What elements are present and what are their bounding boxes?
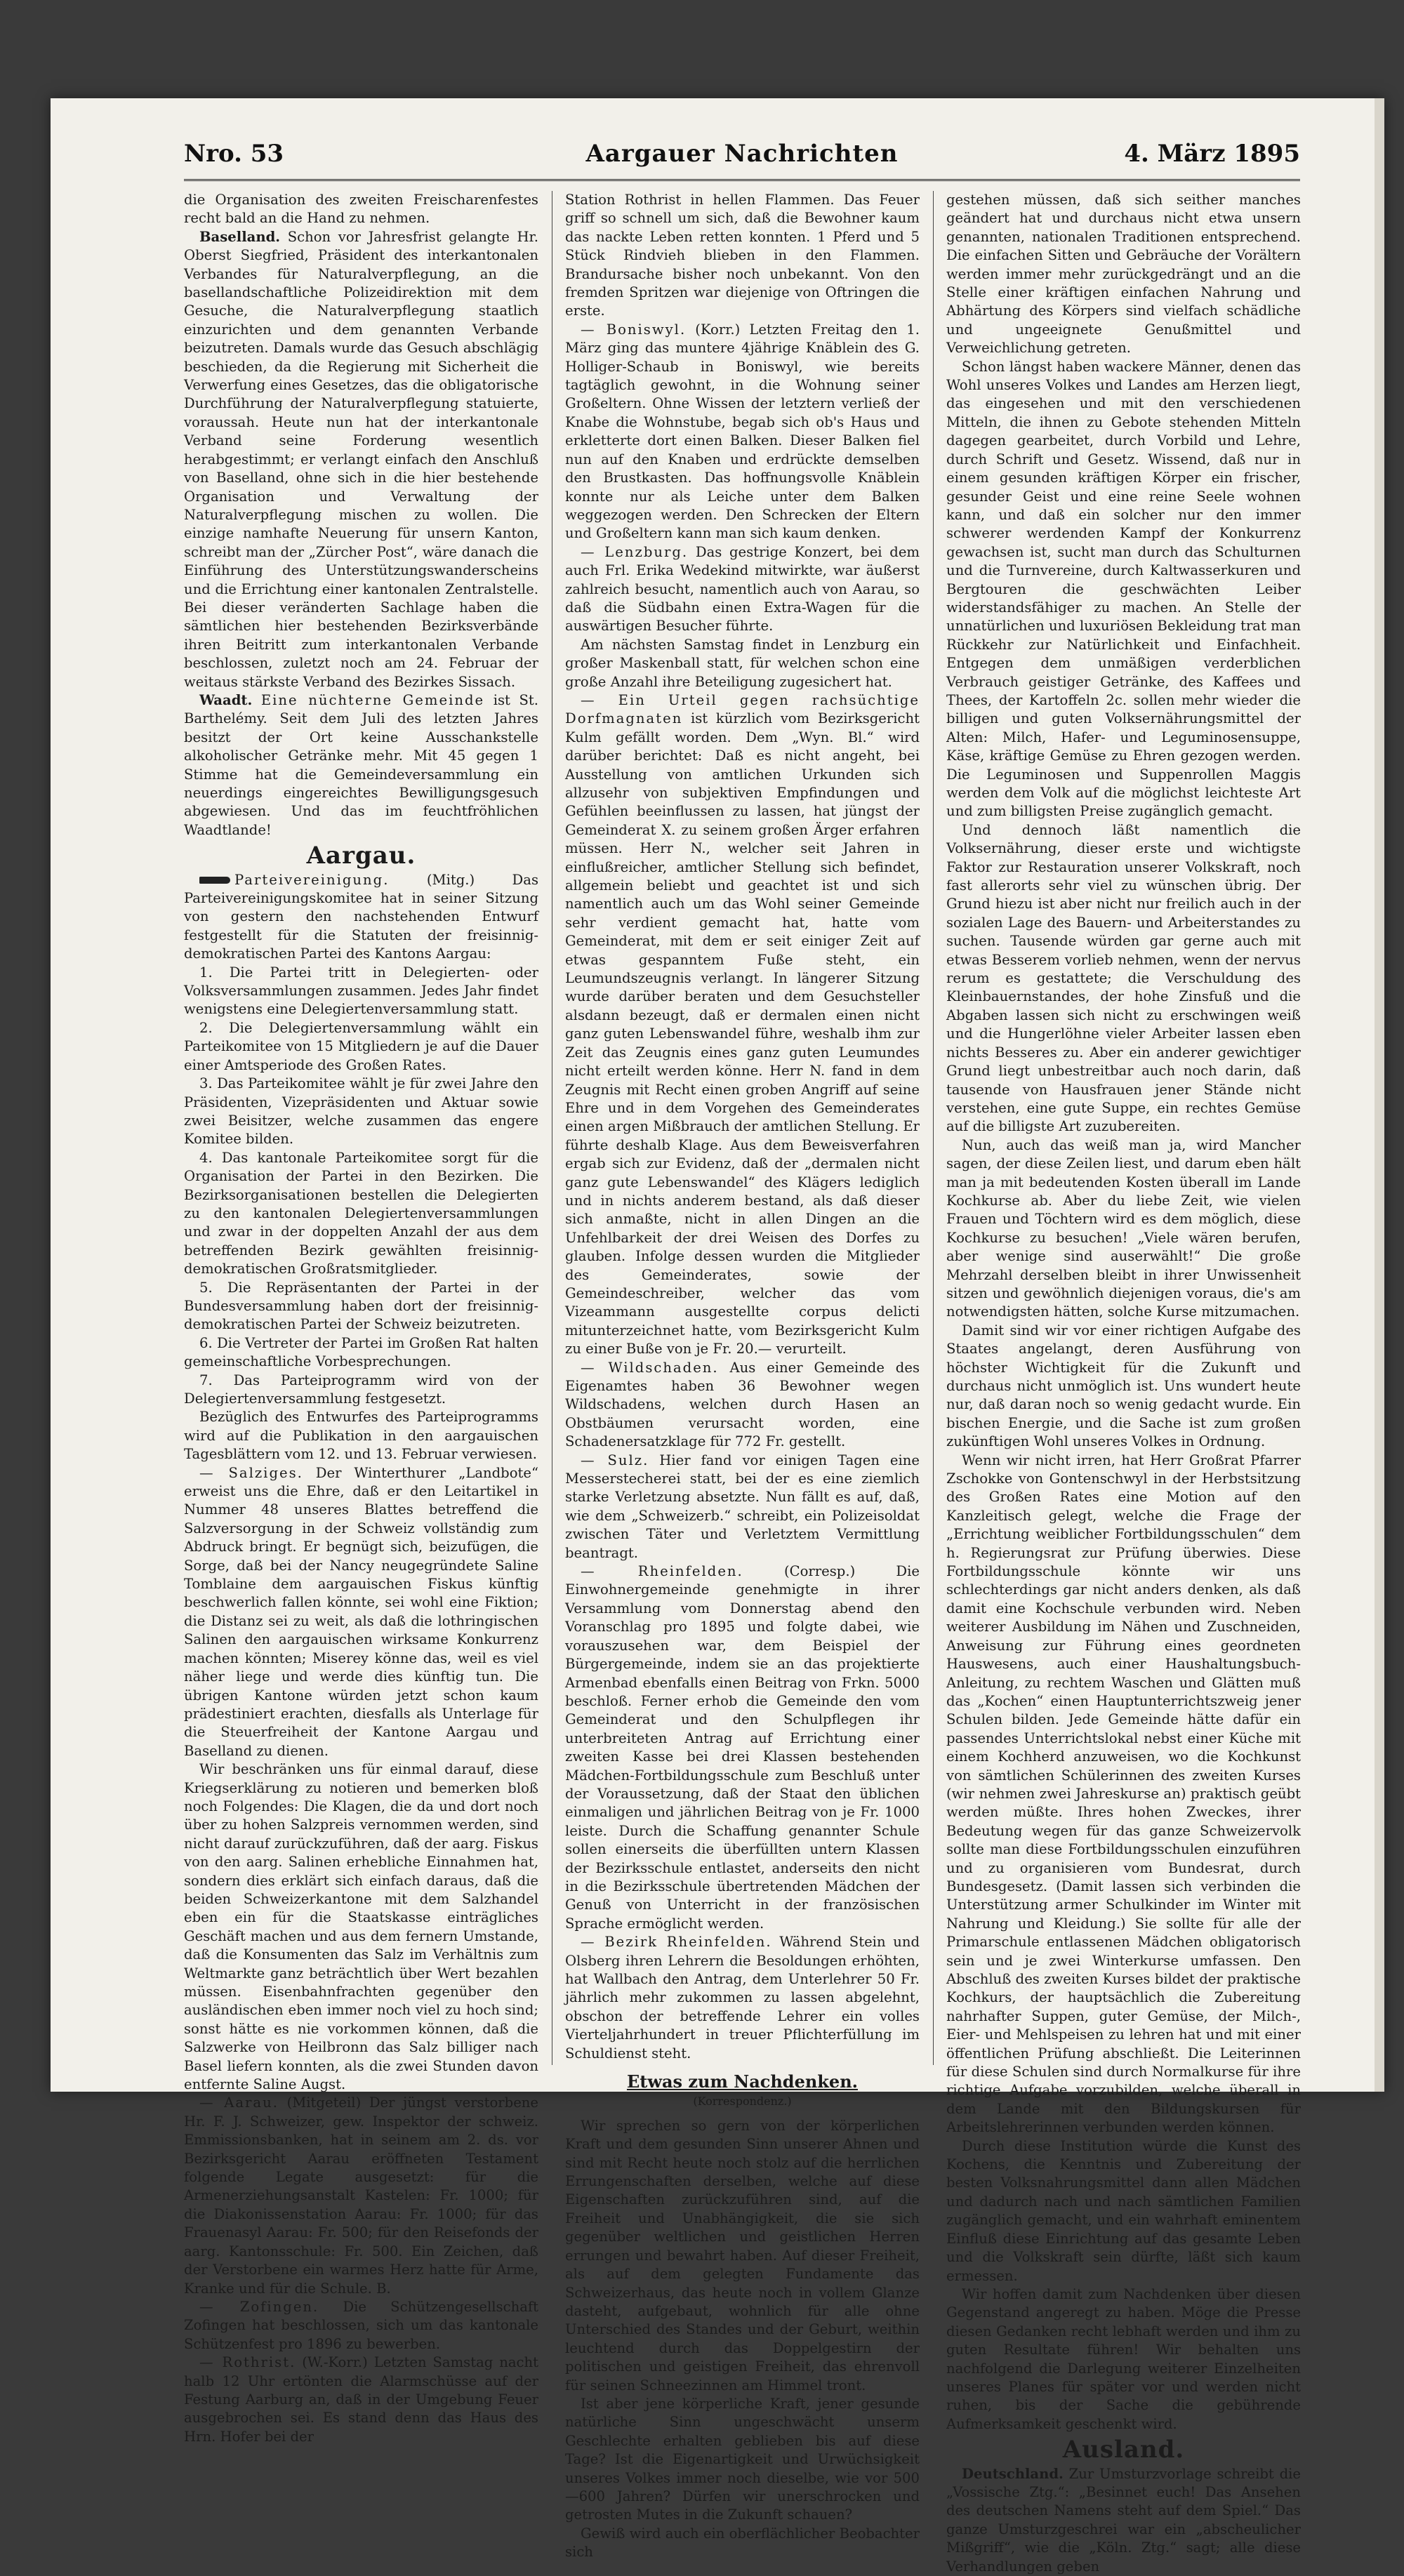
- paragraph-wildschaden: [565, 1359, 920, 1452]
- issue-date: 4. März 1895: [1124, 140, 1300, 168]
- paragraph: Station Rothrist in hellen Flammen. Das Feuer griff so schnell um sich, daß die Bewohner kaum das nackte Leben retten konnten. 1 Pferd und 5 Stück Rindvieh blieben in den Flammen. Brandursache bisher noch unbekannt. Von den fremden Spritzen war diejenige von Oftringen die erste.: [565, 192, 920, 319]
- paragraph: gestehen müssen, daß sich seither manches geändert hat und durchaus nicht etwa unsern genannten, nationalen Traditionen entsprechend. Die einfachen Sitten und Gebräuche der Vorältern werden immer mehr zurückgedrängt und an die Stelle einer kräftigen einfachen Nahrung und Abhärtung des Körpers sind vielfach schädliche und ungeeignete Genußmittel und Verweichlichung getreten.: [946, 192, 1301, 357]
- signature: B.: [376, 2280, 391, 2297]
- spaced-lead: — Sulz.: [581, 1452, 649, 1468]
- article-heading-nachdenken: Etwas zum Nachdenken.: [626, 2071, 859, 2092]
- spaced-lead: — Bezirk Rheinfelden.: [581, 1934, 772, 1951]
- paragraph-text: (W.-Korr.) Letzten Samstag nacht halb 12 Uhr ertönten die Alarmschüsse auf der Festung Aarburg an, daß in der Umgebung Feuer ausgebrochen sei. Es stand denn das Haus des Hrn. Hofer bei der: [184, 2354, 538, 2445]
- statute-item: 5. Die Repräsentanten der Partei in der Bundesversammlung haben dort der freisinnig-demokratischen Partei der Schweiz beizutreten.: [184, 1279, 538, 1333]
- spaced-lead: Parteivereinigung.: [234, 871, 390, 888]
- paragraph-lenzburg: [565, 543, 920, 636]
- paragraph-text: Schon vor Jahresfrist gelangte Hr. Oberst Siegfried, Präsident des interkantonalen Verbandes für Naturalverpflegung, an die basellandschaftliche Polizeidirektion mit dem Gesuche, die Naturalverpflegung staatlich einzurichten und dem genannten Verbande beizutreten. Damals wurde das Gesuch abschlägig beschieden, da die Regierung mit Sicherheit die Verwerfung eines Gesetzes, das die obligatorische Durchführung der Naturalverpflegung statuierte, voraussah. Heute nun hat der interkantonale Verband seine Forderung wesentlich herabgestimmt; er verlangt einfach den Anschluß von Baselland, ohne sich in die hier bestehende Organisation und Verwaltung der Naturalverpflegung mischen zu wollen. Die einzige namhafte Neuerung für unsern Kanton, schreibt man der „Zürcher Post“, wäre danach die Einführung des Unterstützungswanderscheins und die Errichtung einer kantonalen Zentralstelle. Bei dieser veränderten Sachlage haben die sämtlichen hier bestehenden Bezirksverbände ihren Beitritt zum interkantonalen Verbande beschlossen, zuletzt noch am 24. Februar der weitaus stärkste Verband des Bezirkes Sissach.: [184, 228, 539, 690]
- paragraph-baselland: [184, 228, 538, 691]
- paragraph: Wenn wir nicht irren, hat Herr Großrat Pfarrer Zschokke von Gontenschwyl in der Herbstsitzung des Großen Rates eine Motion auf den Kanzleitisch gelegt, welche die Frage der „Errichtung weiblicher Fortbildungsschulen“ dem h. Regierungsrat zur Prüfung überwies. Diese Fortbildungsschule könnte wir uns schlechterdings gar nicht anders denken, als daß damit eine Kochschule verbunden wird. Neben weiterer Ausbildung im Nähen und Zuschneiden, Anweisung zur Führung eines geordneten Hauswesens, auch einer Haushaltungsbuch-Anleitung, zu rechtem Waschen und Glätten muß das „Kochen“ einen Hauptunterrichtszweig jener Schulen bilden. Jede Gemeinde hätte dafür ein passendes Unterrichtslokal nebst einer Küche mit einem Kochherd anzuweisen, wo die Kochkunst von sämtlichen Schülerinnen des zweiten Kurses (wir nehmen zwei Jahreskurse an) praktisch geübt werden müßte. Ihres hohen Zweckes, ihrer Bedeutung wegen für das ganze Schweizervolk sollte man diese Fortbildungsschulen einzuführen und zu organisieren vom Bundesrat, durch Bundesgesetz. (Damit lassen sich verbinden die Unterstützung armer Schulkinder im Winter mit Nahrung und Kleidung.) Sie sollte für alle der Primarschule entlassenen Mädchen obligatorisch sein und je zwei Winterkurse umfassen. Den Abschluß des zweiten Kurses bildet der praktische Kochkurs, der hauptsächlich die Zubereitung nahrhafter Suppen, guter Gemüse, der Milch-, Eier- und Mehlspeisen zu lehren hat und mit einer öffentlichen Prüfung abschließt. Die Leiterinnen für diese Schulen sind durch Normalkurse für ihre richtige Aufgabe vorzubilden, welche überall in dem Lande mit den Bildungskursen für Arbeitslehrerinnen verbunden werden können.: [946, 1452, 1301, 2136]
- statute-item: 1. Die Partei tritt in Delegierten- oder Volksversammlungen zusammen. Jedes Jahr findet wenigstens eine Delegiertenversammlung statt.: [184, 964, 538, 1018]
- paragraph: Wir hoffen damit zum Nachdenken über diesen Gegenstand angeregt zu haben. Möge die Presse diesen Gedanken recht lebhaft werden und ihm zu guten Resultate führen! Wir behalten uns nachfolgend die Darlegung weiterer Einzelheiten unseres Planes für später vor und werden nicht ruhen, bis der Sache die gebührende Aufmerksamkeit geschenkt wird.: [946, 2285, 1301, 2432]
- spaced-lead: — Salziges.: [199, 1464, 303, 1481]
- paragraph-salziges: [184, 1464, 538, 1761]
- paragraph: Nun, auch das weiß man ja, wird Mancher sagen, der diese Zeilen liest, und darum eben hält man ja mit bedeutenden Kosten überall im Lande Kochkurse ab. Aber du liebe Zeit, wie vielen Frauen und Töchtern wird es dem möglich, diese Kochkurse zu besuchen! „Viele wären berufen, aber wenige sind auserwählt!“ Die große Mehrzahl derselben bleibt in ihrer Unwissenheit sitzen und gewöhnlich diejenigen voraus, die's am notwendigsten hätten, solche Kurse mitzumachen.: [946, 1136, 1301, 1320]
- statute-item: 3. Das Parteikomitee wählt je für zwei Jahre den Präsidenten, Vizepräsidenten und Aktuar sowie zwei Beisitzer, welche zusammen das engere Komitee bilden.: [184, 1075, 538, 1148]
- paragraph: Ist aber jene körperliche Kraft, jener gesunde natürliche Sinn ungeschwächt unserm Geschlechte erhalten geblieben bis auf diese Tage? Ist die Eigenartigkeit und Urwüchsigkeit unseres Volkes immer noch dieselbe, wie vor 500—600 Jahren? Dürfen wir unerschrocken und getrosten Mutes in die Zukunft schauen?: [565, 2395, 920, 2523]
- paragraph-text: Die Schützengesellschaft Zofingen hat beschlossen, sich um das kantonale Schützenfest pro 1896 zu bewerben.: [184, 2298, 539, 2352]
- paragraph: Durch diese Institution würde die Kunst des Kochens, die Kenntnis und Zubereitung der besten Volksnahrungsmittel dann allen Mädchen und dadurch nach und nach sämtlichen Familien zugänglich gemacht, und ein wahrhaft eminentem Einfluß diese Einrichtung auf das gesamte Leben und die Volkskraft sein dürfte, läßt sich kaum ermessen.: [946, 2137, 1301, 2284]
- paragraph: die Organisation des zweiten Freischarenfestes recht bald an die Hand zu nehmen.: [184, 192, 538, 227]
- paragraph-bezirk-rheinfelden: [565, 1933, 920, 2063]
- pointing-hand-icon: [199, 877, 230, 884]
- region-keyword: Waadt.: [199, 691, 253, 708]
- spaced-lead: — Boniswyl.: [581, 321, 687, 338]
- paragraph: Wir beschränken uns für einmal darauf, diese Kriegserklärung zu notieren und bemerken bloß noch Folgendes: Die Klagen, die da und dort noch über zu hohen Salzpreis vernommen werden, sind nicht darauf zurückzuführen, daß der aarg. Fiskus von den aarg. Salinen erhebliche Einnahmen hat, sondern dies erklärt sich einfach daraus, daß die beiden Schweizerkantone mit dem Salzhandel eben ein für die Staatskasse einträgliches Geschäft machen und aus dem fernern Umstande, daß die Konsumenten das Salz im Verhältnis zum Weltmarkte ganz beträchtlich über Wert bezahlen müssen. Eisenbahnfrachten gegenüber den ausländischen eben immer noch viel zu hoch sind; sonst hätte es nie vorkommen können, daß die Salzwerke von Heilbronn das Salz billiger nach Basel liefern konnten, als die zwei Stunden davon entfernte Saline Augst.: [184, 1761, 538, 2093]
- page-edge: [1375, 98, 1384, 2092]
- spaced-lead: — Aarau.: [199, 2094, 279, 2111]
- paragraph-text: (Corresp.) Die Einwohnergemeinde genehmigte in ihrer Versammlung vom Donnerstag abend den Voranschlag pro 1895 und folgte dabei, wie vorauszusehen war, dem Beispiel der Bürgergemeinde, indem sie an das projektierte Armenbad ebenfalls einen Beitrag von Frkn. 5000 beschloß. Ferner erhob die Gemeinde den vom Gemeinderat und den Schulpflegen ihr unterbreiteten Antrag auf Errichtung einer zweiten Kasse bei drei Klassen bestehenden Mädchen-Fortbildungsschule zum Beschluß unter der Voraussetzung, daß der Staat den üblichen einmaligen und jährlichen Beitrag von je Fr. 1000 leiste. Durch die Schaffung genannter Schule sollen einerseits die überfüllten untern Klassen der Bezirksschule entlastet, anderseits den nicht in die Bezirksschule übertretenden Mädchen der Genuß von Unterricht in der französischen Sprache ermöglicht werden.: [565, 1563, 920, 1932]
- paragraph: Wir sprechen so gern von der körperlichen Kraft und dem gesunden Sinn unserer Ahnen und sind mit Recht heute noch stolz auf die herrlichen Errungenschaften derselben, welche auf diese Eigenschaften zurückzuführen sind, auf die Freiheit und Unabhängigkeit, die sie sich gegenüber weltlichen und geistlichen Herren errungen und bewahrt haben. Auf dieser Freiheit, als auf dem gelegten Fundamente das Schweizerhaus, das heute noch in vollem Glanze dasteht, aufgebaut, wohnlich für alle ohne Unterschied des Standes und der Geburt, weithin leuchtend durch das Doppelgestirn der politischen und geistigen Freiheit, das ehrenvoll für seinen Schneezinnen am Himmel tront.: [565, 2117, 920, 2394]
- statute-item: 6. Die Vertreter der Partei im Großen Rat halten gemeinschaftliche Vorbesprechungen.: [184, 1334, 538, 1370]
- column-1: [184, 191, 539, 2445]
- paragraph-rheinfelden: [565, 1562, 920, 1933]
- statute-item: 4. Das kantonale Parteikomitee sorgt für die Organisation der Partei in den Bezirken. Die Bezirksorganisationen bestellen die Delegierten zu den kantonalen Delegiertenversammlungen und zwar in der doppelten Anzahl der aus dem betreffenden Bezirk gewählten freisinnig-demokratischen Großratsmitglieder.: [184, 1149, 538, 1277]
- spaced-lead: — Ein Urteil gegen rachsüchtige Dorfmagnaten: [565, 691, 920, 727]
- paragraph: Gewiß wird auch ein oberflächlicher Beobachter sich: [565, 2525, 920, 2561]
- paragraph-text: Das gestrige Konzert, bei dem auch Frl. Erika Wedekind mitwirkte, war äußerst zahlreich besucht, namentlich auch von Aarau, so daß die Südbahn einen Extra-Wagen für die auswärtigen Besucher führte.: [565, 543, 920, 635]
- paragraph-zofingen: [184, 2298, 538, 2353]
- paragraph-urteil: [565, 691, 920, 1359]
- section-heading-ausland: Ausland.: [1062, 2436, 1185, 2464]
- paragraph-aarau: [184, 2094, 538, 2297]
- paragraph: Bezüglich des Entwurfes des Parteiprogramms wird auf die Publikation in den aargauischen Tagesblättern vom 12. und 13. Februar verwiesen.: [184, 1409, 538, 1463]
- column-2: [565, 191, 920, 2561]
- newspaper-title: Aargauer Nachrichten: [585, 140, 899, 168]
- paragraph-text: Aus einer Gemeinde des Eigenamtes haben 36 Bewohner wegen Wildschadens, welchen durch Hasen an Obstbäumen verursacht worden, eine Schadenersatzklage für 772 Fr. gestellt.: [565, 1359, 920, 1450]
- spaced-lead: — Rheinfelden.: [581, 1563, 743, 1580]
- paragraph-text: (Mitgeteil) Der jüngst verstorbene Hr. F. J. Schweizer, gew. Inspektor der schweiz. Emmissionsbanken, hat in seinem am 2. ds. vor Bezirksgericht Aarau eröffneten Testament folgende Legate ausgesetzt: für die Armenerziehungsanstalt Kastelen: Fr. 1000; für die Diakonissenstation Aarau: Fr. 1000; für das Frauenasyl Aarau: Fr. 500; für den Reisefonds der aarg. Kantonsschule: Fr. 500. Ein Zeichen, daß der Verstorbene ein warmes Herz hatte für Arme, Kranke und für die Schule.: [184, 2094, 538, 2297]
- statute-item: 2. Die Delegiertenversammlung wählt ein Parteikomitee von 15 Mitgliedern je auf die Dauer einer Amtsperiode des Großen Rates.: [184, 1019, 538, 1073]
- paragraph: Und dennoch läßt namentlich die Volksernährung, dieser erste und wichtigste Faktor zur Restauration unserer Volkskraft, noch fast allerorts sehr viel zu wünschen übrig. Der Grund hiezu ist aber nicht nur freilich auch in der sozialen Lage des Bauern- und Arbeiterstandes zu suchen. Tausende würden gar gerne auch mit etwas Besserem vorlieb nehmen, wenn der nervus rerum es gestattete; die Verschuldung des Kleinbauernstandes, der hohe Zinsfuß und die Abgaben lassen sich nicht zu erschwingen weiß und die Hungerlöhne vieler Arbeiter lassen eben nichts Besseres zu. Aber ein anderer gewichtiger Grund liegt unbestreitbar auch noch darin, daß tausende von Hausfrauen jener Stände nicht verstehen, eine gute Suppe, ein rechtes Gemüse auf die billigste Art zuzubereiten.: [946, 821, 1301, 1135]
- paragraph: Damit sind wir vor einer richtigen Aufgabe des Staates angelangt, deren Ausführung von höchster Wichtigkeit für die Zukunft und durchaus nicht unmöglich ist. Uns wundert heute nur, daß daran noch so wenig gedacht wurde. Ein bischen Energie, und die Sache ist zum großen zukünftigen Wohl unseres Volkes in Ordnung.: [946, 1322, 1301, 1450]
- paragraph: Am nächsten Samstag findet in Lenzburg ein großer Maskenball statt, für welchen schon eine große Anzahl ihre Beteiligung zugesichert hat.: [565, 636, 920, 690]
- paragraph-waadt: [184, 691, 538, 839]
- paragraph-text: (Korr.) Letzten Freitag den 1. März ging das muntere 4jährige Knäblein des G. Holliger-Schaub in Boniswyl, wie bereits tagtäglich gewohnt, in die Wohnung seiner Großeltern. Ohne Wissen der letztern verließ der Knabe die Wohnstube, begab sich ob's Haus und erkletterte dort einen Balken. Dieser Balken fiel nun auf den Knaben und erdrückte demselben den Brustkasten. Das hoffnungsvolle Knäblein konnte nur als Leiche unter dem Balken weggezogen werden. Den Schrecken der Eltern und Großeltern kann man sich kaum denken.: [565, 321, 920, 542]
- spaced-lead: — Wildschaden.: [581, 1359, 719, 1376]
- paragraph-parteivereinigung: [184, 871, 538, 964]
- paragraph-rothrist: [184, 2353, 538, 2446]
- spaced-lead: Eine nüchterne Gemeinde: [260, 691, 485, 708]
- paragraph-text: ist St. Barthelémy. Seit dem Juli des letzten Jahres besitzt der Ort keine Ausschankstelle alkoholischer Getränke mehr. Mit 45 gegen 1 Stimme hat die Gemeindeversammlung ein neuerdings eingereichtes Bewilligungsgesuch abgewiesen. Und das im feuchtfröhlichen Waadtlande!: [184, 691, 538, 838]
- region-keyword: Baselland.: [199, 228, 281, 245]
- column-3: [946, 191, 1301, 2575]
- statute-item: 7. Das Parteiprogramm wird von der Delegiertenversammlung festgesetzt.: [184, 1372, 538, 1407]
- paragraph-text: (Mitg.) Das Parteivereinigungskomitee hat in seiner Sitzung von gestern den nachstehenden Entwurf festgestellt für die Statuten der freisinnig-demokratischen Partei des Kantons Aargau:: [184, 871, 538, 962]
- masthead: [184, 137, 1300, 181]
- spaced-lead: — Zofingen.: [199, 2298, 319, 2315]
- paragraph-sulz: [565, 1452, 920, 1562]
- column-rule: [933, 191, 934, 2065]
- spaced-lead: — Lenzburg.: [581, 543, 689, 560]
- issue-number: Nro. 53: [184, 140, 284, 168]
- newspaper-page: [51, 98, 1384, 2575]
- paragraph-text: Zur Umsturzvorlage schreibt die „Vossische Ztg.“: „Besinnet euch! Das Ansehen des deutschen Namens steht auf dem Spiel.“ Das ganze Umsturzgeschrei war ein „abscheulicher Mißgriff“, wie die „Köln. Ztg.“ sagt; alle diese Verhandlungen geben: [946, 2465, 1301, 2575]
- paragraph-deutschland: [946, 2465, 1301, 2576]
- byline: (Korrespondenz.): [693, 2094, 792, 2109]
- paragraph: Schon längst haben wackere Männer, denen das Wohl unseres Volkes und Landes am Herzen liegt, das eingesehen und mit den verschiedenen Mitteln, die ihnen zu Gebote stehenden Mitteln dagegen gearbeitet, durch Vorbild und Lehre, durch Schrift und Gesetz. Wissend, daß nur in einem gesunden kräftigen Körper ein frischer, gesunder Geist und eine reine Seele wohnen kann, und daß ein solcher nur den immer schwerer werdenden Kampf der Konkurrenz gewachsen ist, sucht man durch das Schulturnen und die Turnvereine, durch Kaltwasserkuren und Bergtouren die geschwächten Leiber widerstandsfähiger zu machen. An Stelle der unnatürlichen und luxuriösen Bekleidung trat man Rückkehr zur Natürlichkeit und Einfachheit. Entgegen dem unmäßigen verderblichen Verbrauch geistiger Getränke, des Kaffees und Thees, der Kartoffeln 2c. sollen mehr wieder die billigen und guten Volksernährungsmittel der Alten: Milch, Hafer- und Leguminosensuppe, Käse, kräftige Gemüse zu Ehren gezogen werden. Die Leguminosen und Suppenrollen Maggis werden dem Volk auf die möglichst leichteste Art und zum billigsten Preise zugänglich gemacht.: [946, 358, 1301, 820]
- paragraph-boniswyl: [565, 321, 920, 543]
- spaced-lead: — Rothrist.: [199, 2354, 296, 2371]
- paragraph-text: Hier fand vor einigen Tagen eine Messerstecherei statt, bei der es eine ziemlich starke Verletzung absetzte. Nun fällt es auf, daß, wie dem „Schweizerb.“ schreibt, ein Polizeisoldat zwischen Täter und Verletztem Vermittlung beantragt.: [565, 1452, 920, 1561]
- paragraph-text: Der Winterthurer „Landbote“ erweist uns die Ehre, daß er den Leitartikel in Nummer 48 unseres Blattes betreffend die Salzversorgung in der Schweiz vollständig zum Abdruck bringt. Er begnügt sich, beizufügen, die Sorge, daß bei der Nancy neugegründete Saline Tomblaine dem aargauischen Fiskus künftig beschwerlich fallen könnte, sei wohl eine Fiktion; die Distanz sei zu weit, als daß die lothringischen Salinen den aargauischen wirksame Konkurrenz machen könnten; Miserey könne das, weil es viel näher liege und werde dies künftig tun. Die übrigen Kantone würden jetzt schon kaum prädestiniert erachten, diesfalls als Unterlage für die Steuerfreiheit der Kantone Aargau und Baselland zu dienen.: [184, 1464, 538, 1759]
- paragraph-text: Während Stein und Olsberg ihren Lehrern die Besoldungen erhöhten, hat Wallbach den Antrag, dem Unterlehrer 50 Fr. jährlich mehr zukommen zu lassen abgelehnt, obschon der betreffende Lehrer ein volles Vierteljahrhundert in treuer Pflichterfüllung im Schuldienst steht.: [565, 1934, 920, 2062]
- section-heading-aargau: Aargau.: [306, 842, 416, 870]
- paragraph-text: ist kürzlich vom Bezirksgericht Kulm gefällt worden. Dem „Wyn. Bl.“ wird darüber berichtet: Daß es nicht angeht, bei Ausstellung von amtlichen Urkunden sich allzusehr von subjektiven Empfindungen und Gefühlen beeinflussen zu lassen, hat jüngst der Gemeinderat X. zu seinem großen Ärger erfahren müssen. Herr N., welcher seit Jahren in einflußreicher, amtlicher Stellung sich befindet, allgemein beliebt und geachtet ist und sich namentlich auch um das Wohl seiner Gemeinde sehr verdient gemacht hat, hatte vom Gemeinderat, mit dem er seit einiger Zeit auf etwas gespanntem Fuße steht, ein Leumundszeugnis verlangt. In längerer Sitzung wurde darüber beraten und dem Gesuchsteller alsdann bezeugt, daß er dermalen einen nicht ganz guten Lebenswandel führe, weshalb ihm zur Zeit das Zeugnis eines ganz guten Leumundes nicht erteilt werden könne. Herr N. fand in dem Zeugnis mit Recht einen groben Angriff auf seine Ehre und in dem Vorgehen des Gemeinderates einen argen Mißbrauch der amtlichen Stellung. Er führte deshalb Klage. Aus dem Beweisverfahren ergab sich zur Evidenz, daß der „dermalen nicht ganz gute Lebenswandel“ des Klägers lediglich und in nichts anderem bestand, als daß dieser sich anmaßte, nicht in allen Dingen an die Unfehlbarkeit der drei Weisen des Dorfes zu glauben. Infolge dessen wurden die Mitglieder des Gemeinderates, sowie der Gemeindeschreiber, welcher das vom Vizeammann ausgestellte corpus delicti mitunterzeichnet hatte, vom Bezirksgericht Kulm zu einer Buße von je Fr. 20.— verurteilt.: [565, 710, 920, 1357]
- region-keyword: Deutschland.: [962, 2465, 1064, 2482]
